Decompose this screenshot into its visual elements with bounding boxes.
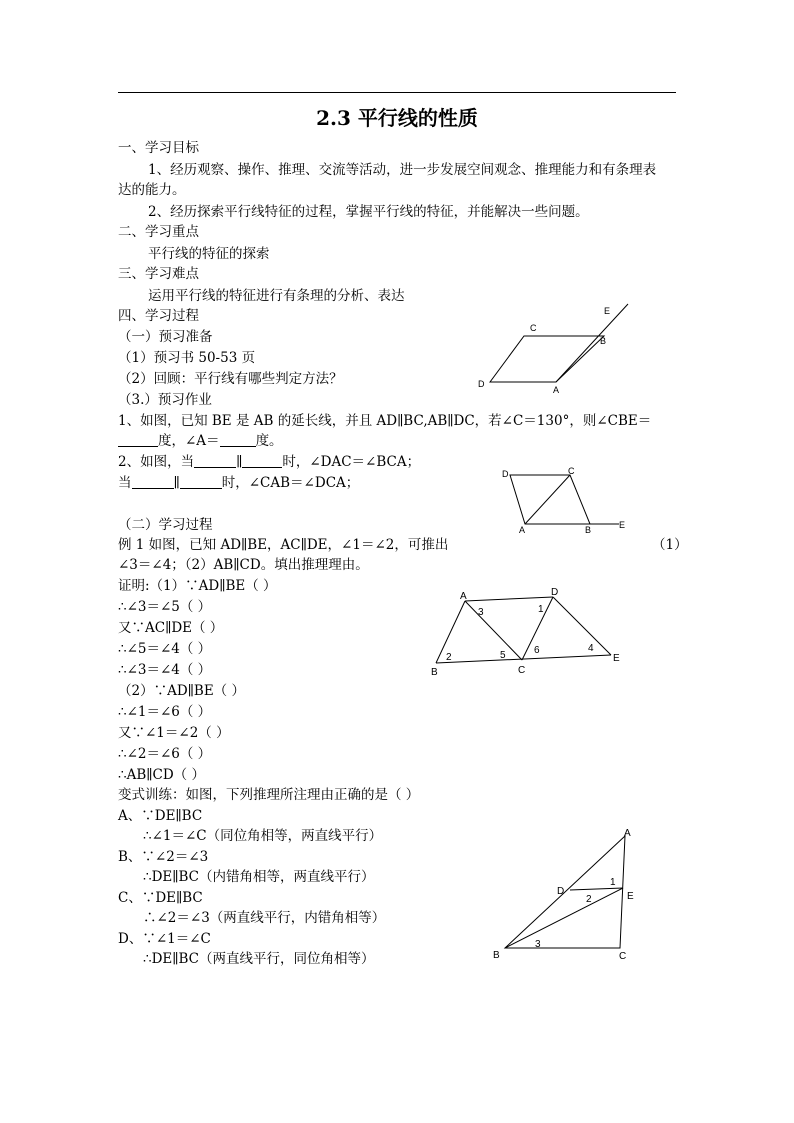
focus-text: 平行线的特征的探索 bbox=[148, 246, 270, 262]
blank-q2-4[interactable] bbox=[180, 474, 222, 489]
label-c: C bbox=[619, 951, 627, 962]
section-focus-heading: 二、学习重点 bbox=[118, 224, 199, 240]
line-ab-extended bbox=[556, 304, 628, 382]
blank-angle-cbe[interactable] bbox=[118, 432, 158, 447]
label-d: D bbox=[551, 587, 559, 598]
proof-step-9: ∴∠2＝∠6（ ） bbox=[118, 746, 212, 762]
section-objectives-heading: 一、学习目标 bbox=[118, 140, 199, 156]
q1-text-a: 度，∠A＝ bbox=[158, 433, 220, 449]
triangle-abc bbox=[505, 836, 625, 948]
q2b-text-b: 时，∠CAB＝∠DCA； bbox=[221, 475, 360, 491]
prep-item-2: （2）回顾：平行线有哪些判定方法？ bbox=[118, 371, 343, 387]
example-1-part-1-label: （1） bbox=[652, 537, 688, 553]
label-b: B bbox=[600, 336, 607, 346]
label-e: E bbox=[627, 891, 634, 902]
angle-2-label: 2 bbox=[446, 652, 452, 663]
label-a: A bbox=[519, 525, 526, 535]
objective-1-line-1: 1、经历观察、操作、推理、交流等活动，进一步发展空间观念、推理能力和有条理表 bbox=[148, 162, 657, 178]
process-heading: （二）学习过程 bbox=[118, 517, 213, 533]
diagonal-ac bbox=[525, 475, 570, 524]
blank-angle-a[interactable] bbox=[220, 432, 256, 447]
line-ad bbox=[465, 597, 553, 601]
angle-3-label: 3 bbox=[478, 607, 484, 618]
objective-2: 2、经历探索平行线特征的过程，掌握平行线的特征，并能解决一些问题。 bbox=[148, 204, 589, 220]
proof-step-4: ∴∠5＝∠4（ ） bbox=[118, 641, 212, 657]
objective-1-line-2: 达的能力。 bbox=[118, 182, 186, 198]
prep-heading: （一）预习准备 bbox=[118, 329, 213, 345]
option-c-line-2: ∴∠2＝∠3（两直线平行，内错角相等） bbox=[143, 910, 386, 926]
label-e: E bbox=[619, 520, 626, 530]
label-a: A bbox=[460, 591, 467, 602]
angle-4-label: 4 bbox=[588, 643, 594, 654]
q2-text-b: 时，∠DAC＝∠BCA； bbox=[282, 454, 421, 470]
label-a: A bbox=[553, 385, 560, 395]
figure-parallelogram-2 bbox=[495, 465, 635, 535]
line-de bbox=[553, 597, 611, 655]
option-a-line-1: A、∵DE∥BC bbox=[118, 808, 203, 824]
label-b: B bbox=[431, 667, 438, 678]
option-a-line-2: ∴∠1＝∠C（同位角相等，两直线平行） bbox=[143, 828, 383, 844]
label-a: A bbox=[624, 828, 631, 839]
parallelogram-abcd bbox=[510, 475, 590, 524]
section-process-heading: 四、学习过程 bbox=[118, 308, 199, 324]
label-c: C bbox=[568, 466, 575, 476]
label-c: C bbox=[518, 665, 526, 676]
q1-text-b: 度。 bbox=[255, 433, 283, 449]
blank-q2-3[interactable] bbox=[132, 474, 174, 489]
option-b-line-2: ∴DE∥BC（内错角相等，两直线平行） bbox=[143, 869, 375, 885]
parallelogram-abcd bbox=[490, 336, 607, 382]
figure-variant-triangle bbox=[488, 822, 648, 967]
homework-q2-line-2 bbox=[118, 473, 359, 493]
line-de bbox=[570, 888, 623, 890]
example-1-line-2: ∠3＝∠4；（2）AB∥CD。填出推理理由。 bbox=[118, 557, 369, 573]
label-d: D bbox=[502, 469, 509, 479]
label-e: E bbox=[604, 306, 611, 316]
q2b-text-a: 当 bbox=[118, 475, 132, 491]
section-difficulty-heading: 三、学习难点 bbox=[118, 266, 199, 282]
homework-q1-line-2 bbox=[118, 431, 283, 451]
blank-q2-2[interactable] bbox=[242, 453, 282, 468]
proof-step-6: （2）∵AD∥BE（ ） bbox=[118, 683, 245, 699]
q2-parallel: ∥ bbox=[236, 454, 243, 470]
option-b-line-1: B、∵∠2＝∠3 bbox=[118, 849, 209, 865]
option-d-line-2: ∴DE∥BC（两直线平行，同位角相等） bbox=[143, 951, 375, 967]
angle-1-label: 1 bbox=[610, 877, 616, 888]
homework-q2-line-1 bbox=[118, 452, 420, 472]
difficulty-text: 运用平行线的特征进行有条理的分析、表达 bbox=[148, 288, 405, 304]
blank-q2-1[interactable] bbox=[194, 453, 236, 468]
q2b-parallel: ∥ bbox=[173, 475, 180, 491]
prep-item-3: （3.）预习作业 bbox=[118, 392, 212, 408]
proof-step-5: ∴∠3＝∠4（ ） bbox=[118, 662, 212, 678]
proof-step-8: 又∵∠1＝∠2（ ） bbox=[118, 725, 230, 741]
proof-step-1: 证明:（1）∵AD∥BE（ ） bbox=[118, 578, 277, 594]
label-b: B bbox=[585, 525, 592, 535]
option-d-line-1: D、∵∠1＝∠C bbox=[118, 931, 211, 947]
option-c-line-1: C、∵DE∥BC bbox=[118, 890, 203, 906]
proof-step-10: ∴AB∥CD（ ） bbox=[118, 767, 205, 783]
line-be bbox=[505, 888, 623, 948]
example-1-line-1: 例 1 如图，已知 AD∥BE，AC∥DE，∠1＝∠2，可推出 bbox=[118, 537, 449, 553]
angle-6-label: 6 bbox=[534, 645, 540, 656]
figure-parallelogram-1 bbox=[470, 300, 640, 400]
q2-text-a: 2、如图，当 bbox=[118, 454, 195, 470]
angle-1-label: 1 bbox=[538, 604, 544, 615]
label-d: D bbox=[478, 379, 485, 389]
angle-5-label: 5 bbox=[500, 650, 506, 661]
homework-q1-line-1: 1、如图，已知 BE 是 AB 的延长线，并且 AD∥BC,AB∥DC，若∠C＝130°，则∠CBE＝ bbox=[118, 413, 652, 429]
header-rule bbox=[118, 92, 676, 93]
angle-3-label: 3 bbox=[535, 939, 541, 950]
proof-step-3: 又∵AC∥DE（ ） bbox=[118, 620, 224, 636]
figure-example-1 bbox=[428, 585, 628, 680]
variant-heading: 变式训练：如图，下列推理所注理由正确的是（ ） bbox=[118, 787, 420, 803]
page-title: 2.3 平行线的性质 bbox=[316, 106, 478, 130]
label-b: B bbox=[493, 950, 500, 961]
label-e: E bbox=[613, 653, 620, 664]
label-c: C bbox=[530, 323, 537, 333]
angle-2-label: 2 bbox=[586, 894, 592, 905]
prep-item-1: （1）预习书 50-53 页 bbox=[118, 350, 256, 366]
line-ac bbox=[465, 601, 522, 660]
proof-step-2: ∴∠3＝∠5（ ） bbox=[118, 599, 212, 615]
proof-step-7: ∴∠1＝∠6（ ） bbox=[118, 704, 212, 720]
label-d: D bbox=[557, 886, 565, 897]
